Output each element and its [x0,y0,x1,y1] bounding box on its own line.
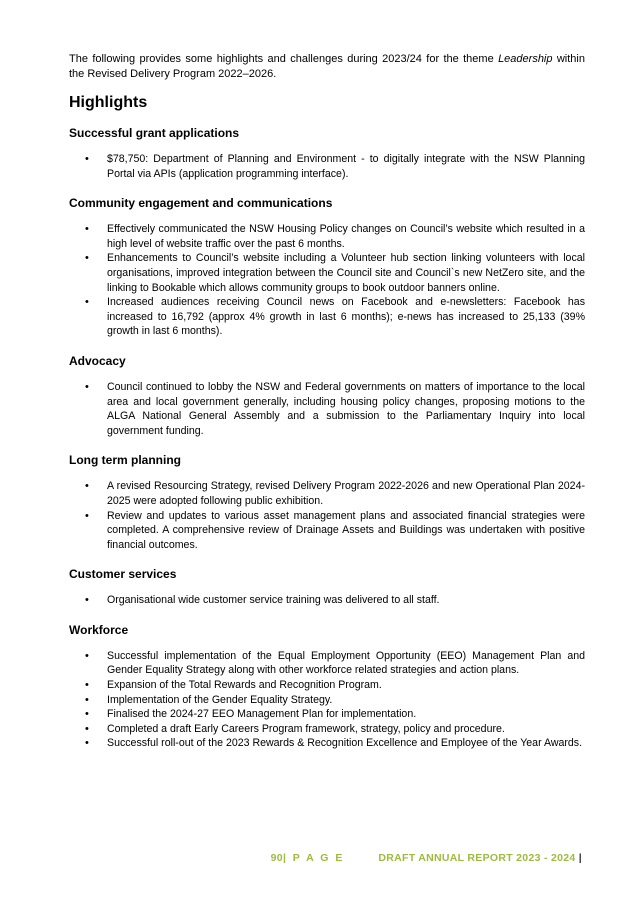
list-item: • Completed a draft Early Careers Program framework, strategy, policy and procedure. [69,722,585,737]
list-item: • Finalised the 2024-27 EEO Management Plan for implementation. [69,707,585,722]
bullet-list [69,593,585,608]
footer-page-number: 90 [270,852,283,864]
list-item: • Review and updates to various asset management plans and associated financial strategies were completed. A comprehensive review of Drainage Assets and Buildings was undertaken with positive financial outcomes. [69,509,585,553]
section-heading: Long term planning [69,453,181,468]
list-item: • Successful implementation of the Equal Employment Opportunity (EEO) Management Plan and Gender Equality Strategy along with other workforce related strategies and action plans. [69,649,585,678]
list-item: • Enhancements to Council’s website including a Volunteer hub section linking volunteers with local organisations, improved integration between the Council site and Council`s new NetZero site, and the linking to Bookable which allows community groups to book outdoor banners online. [69,251,585,295]
page-footer [271,852,582,864]
bullet-list [69,649,585,751]
section-heading: Workforce [69,622,129,637]
sections-container [69,125,585,751]
list-item: • Organisational wide customer service training was delivered to all staff. [69,593,585,608]
list-item: • Effectively communicated the NSW Housing Policy changes on Council’s website which resulted in a high level of website traffic over the past 6 months. [69,222,585,251]
list-item: • $78,750: Department of Planning and Environment - to digitally integrate with the NSW Planning Portal via APIs (application programming interface). [69,152,585,181]
footer-report-title: DRAFT ANNUAL REPORT 2023 - 2024 [378,852,576,864]
list-item: • A revised Resourcing Strategy, revised Delivery Program 2022-2026 and new Operational Plan 2024-2025 were adopted following public exhibition. [69,479,585,508]
highlights-heading: Highlights [69,94,148,111]
intro-text-before: The following provides some highlights and challenges during 2023/24 for the theme [69,53,499,65]
intro-paragraph [69,52,585,82]
list-item: • Successful roll-out of the 2023 Rewards & Recognition Excellence and Employee of the Year Awards. [69,736,585,751]
list-item: • Implementation of the Gender Equality Strategy. [69,693,585,708]
bullet-list [69,380,585,438]
section-heading: Successful grant applications [69,126,240,140]
bullet-list [69,152,585,181]
page-content [69,52,585,765]
bullet-list [69,222,585,339]
list-item: • Council continued to lobby the NSW and Federal governments on matters of importance to the local area and local government generally, including housing policy changes, proposing motions to the ALGA National General Assembly and a submission to the Parliamentary Inquiry into local government funding. [69,380,585,438]
list-item: • Increased audiences receiving Council news on Facebook and e-newsletters: Facebook has increased to 16,792 (approx 4% growth in last 6 months); e-news has increased to 25,133 (39% growth in last 6 months). [69,295,585,339]
section-heading: Advocacy [69,353,126,368]
footer-end-bar: | [575,852,582,864]
bullet-list [69,479,585,552]
intro-text-after: within the Revised Delivery Program 2022–2026. [69,53,585,80]
section-heading: Community engagement and communications [69,196,333,211]
footer-page-label: | P A G E [282,852,345,864]
list-item: • Expansion of the Total Rewards and Recognition Program. [69,678,585,693]
section-heading: Customer services [69,567,177,582]
intro-theme: Leadership [498,53,553,65]
